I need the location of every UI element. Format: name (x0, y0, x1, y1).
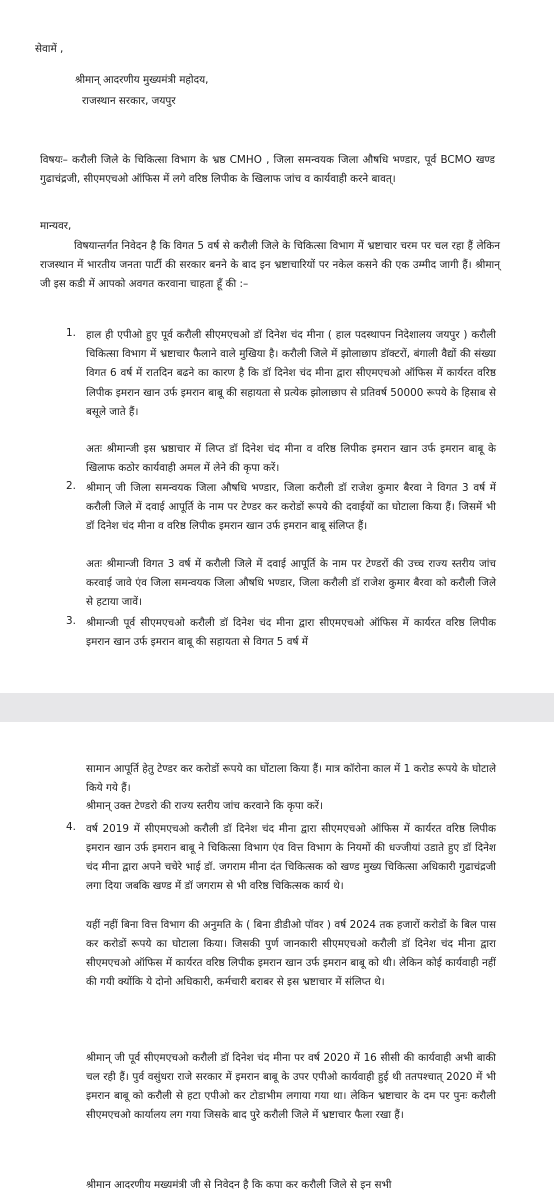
item-4-text: वर्ष 2019 में सीएमएचओ करौली डॉ दिनेश चंद मीना द्वारा सीएमएचओ ऑफिस में कार्यरत वरिष्ठ लिपीक इमरान खान उर्फ इमरान बाबू ने चिकित्सा विभाग एंव वित्त विभाग के नियमों की धज्जीयां उडाते हुए डॉ दिनेश चंद मीना द्वारा अपने चचेरे भाई डॉ. जगराम मीना दंत चिकित्सक को खण्ड मुख्य चिकित्सा अधिकारी गुढाचंद्रजी लगा दिया जबकि खण्ड में डॉ जगराम से भी वरिष्ठ चिकित्सक कार्य थे। (86, 823, 496, 892)
item-number: 3. (66, 615, 76, 627)
item-2-text: श्रीमान् जी जिला समन्वयक जिला औषधि भण्डार, जिला करौली डॉ राजेश कुमार बैरवा ने विगत 3 वर्ष में करौली जिले में दवाई आपूर्ति के नाम पर टेण्डर कर करोडों रूपये की दवाईयों का घोटाला किया हैं। जिसमें भी डॉ दिनेश चंद मीना व वरिष्ठ लिपीक इमरान खान उर्फ इमरान बाबू संलिप्त हैं। (86, 482, 496, 532)
intro-paragraph: विषयान्तर्गत निवेदन है कि विगत 5 वर्ष से करौली जिले के चिकित्सा विभाग में भ्रष्टाचार चरम पर चल रहा हैं लेकिन राजस्थान में भारतीय जनता पार्टी की सरकार बनने के बाद इन भ्रष्टाचारियों पर नकेल कसने की एक उम्मीद जागी हैं। श्रीमान् जी इस कडी में आपको अवगत करवाना चाहता हूँ की :– (40, 240, 500, 290)
letter-page-2 (0, 722, 554, 1200)
item-1-text: हाल ही एपीओ हुए पूर्व करौली सीएमएचओ डॉ दिनेश चंद मीना ( हाल पदस्थापन निदेशालय जयपुर ) करौली चिकित्सा विभाग में भ्रष्टाचार फैलाने वाले मुखिया है। करौली जिले में झोलाछाप डॉक्टरों, बंगाली वैद्यों की संख्या विगत 6 वर्ष में रातदिन बढने का कारण है कि डॉ दिनेश चंद मीना द्वारा सीएमएचओ ऑफिस में कार्यरत वरिष्ठ लिपीक इमरान खान उर्फ इमरान बाबू की सहायता से प्रत्येक झोलाछाप से प्रतिवर्ष 50000 रूपये के हिसाब से बसूले जाते हैं। (86, 329, 496, 418)
history-paragraph: श्रीमान् जी पूर्व सीएमएचओ करौली डॉ दिनेश चंद मीना पर वर्ष 2020 में 16 सीसी की कार्यवाही अभी बाकी चल रही हैं। पुर्व वसुंधरा राजे सरकार में इमरान बाबू के उपर एपीओ कार्यवाही हुई थी ततपश्चात् 2020 में भी इमरान बाबू को करौली से हटा एपीओ कर टोडाभीम लगाया गया था। लेकिन भ्रष्टाचार के दम पर पुनः करौली सीएमएचओ कार्यालय लग गया जिसके बाद पुरे करौली जिले में भ्रष्टाचार फैला रखा हैं। (86, 1052, 496, 1121)
item-number: 4. (66, 821, 76, 833)
addressee-line-1: श्रीमान् आदरणीय मुख्यमंत्री महोदय, (75, 74, 209, 86)
item-number: 2. (66, 480, 76, 492)
item-1-request: अतः श्रीमान्जी इस भ्रष्ठाचार में लिप्त डॉ दिनेश चंद मीना व वरिष्ठ लिपीक इमरान खान उर्फ इमरान बाबू के खिलाफ कठोर कार्यवाही अमल में लेने की कृपा करें। (86, 443, 496, 474)
page-separator (0, 693, 554, 722)
item-4-text-continued: यहीं नहीं बिना वित्त विभाग की अनुमति के ( बिना डीडीओ पॉवर ) वर्ष 2024 तक हजारों करोडों के बिल पास कर करोडों रूपये का घोटाला किया। जिसकी पुर्ण जानकारी सीएमएचओ करौली डॉ दिनेश चंद मीना द्वारा सीएमएचओ ऑफिस में कार्यरत वरिष्ठ लिपीक इमरान खान उर्फ इमरान बाबू को थी। लेकिन कोई कार्यवाही नहीं की गयी क्योंकि ये दोनो अधिकारी, कर्मचारी बराबर से इस भ्रष्टाचार में संलिप्त थे। (86, 919, 496, 988)
greeting: मान्यवर, (40, 220, 72, 232)
salutation: सेवामें , (35, 43, 64, 55)
item-3-text: श्रीमान्जी पूर्व सीएमएचओ करौली डॉ दिनेश चंद मीना द्वारा सीएमएचओ ऑफिस में कार्यरत वरिष्ठ लिपीक इमरान खान उर्फ इमरान बाबू की सहायता से विगत 5 वर्ष में (86, 617, 496, 648)
item-2-request: अतः श्रीमान्जी विगत 3 वर्ष में करौली जिले में दवाई आपूर्ति के नाम पर टेण्डरों की उच्च राज्य स्तरीय जांच करवाई जावे एंव जिला समन्वयक जिला औषधि भण्डार, जिला करौली डॉ राजेश कुमार बैरवा को करौली जिले से हटाया जावें। (86, 558, 496, 608)
item-3-continued: सामान आपूर्ति हेतु टेण्डर कर करोडों रूपये का घोंटाला किया हैं। मात्र कॉरोना काल में 1 करोड रूपये के घोटाले किये गये हैं। (86, 763, 496, 794)
final-paragraph: श्रीमान आदरणीय मख्यमंत्री जी से निवेदन है कि कपा कर करौली जिले से इन सभी (86, 1179, 392, 1191)
addressee-line-2: राजस्थान सरकार, जयपुर (82, 95, 176, 107)
item-number: 1. (66, 327, 76, 339)
item-3-request: श्रीमान् उक्त टेण्डरो की राज्य स्तरीय जांच करवाने कि कृपा करें। (86, 800, 323, 812)
subject-line: विषयः– करौली जिले के चिकित्सा विभाग के भ्रष्ठ CMHO , जिला समन्वयक जिला औषधि भण्डार, पूर्व BCMO खण्ड गुढाचंद्रजी, सीएमएचओ ऑफिस में लगे वरिष्ठ लिपीक के खिलाफ जांच व कार्यवाही करने बावत्। (40, 154, 495, 185)
